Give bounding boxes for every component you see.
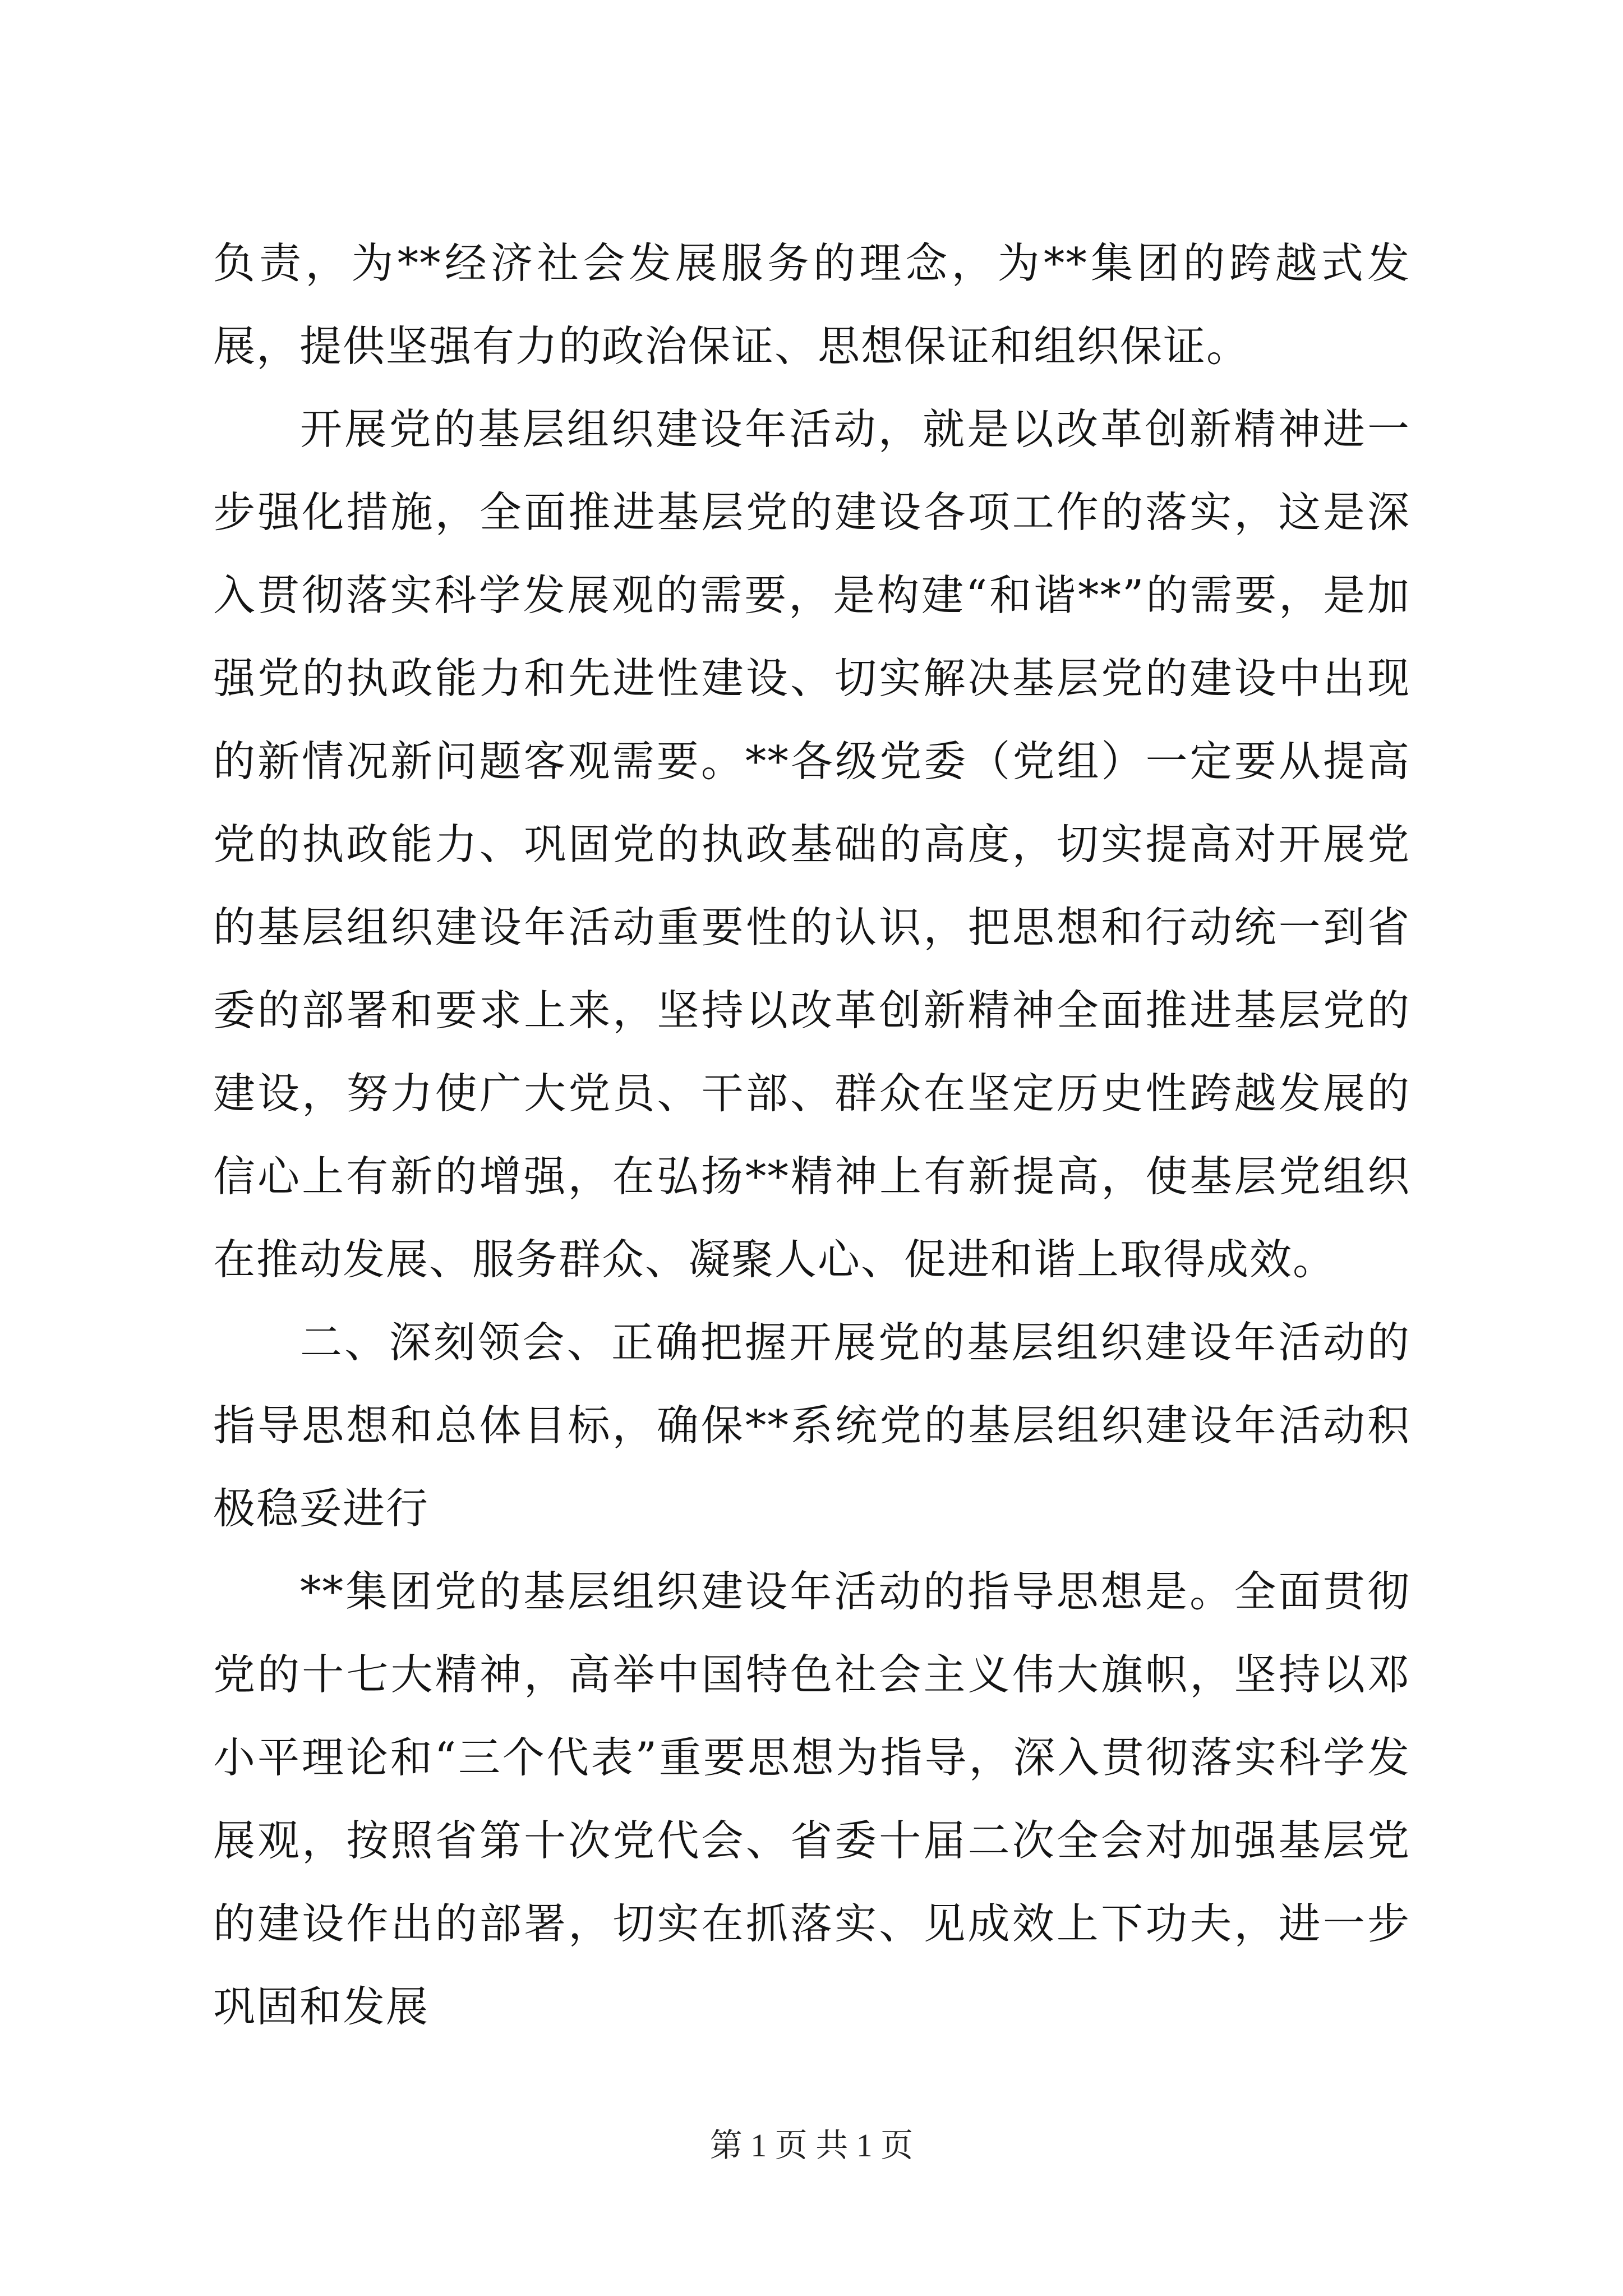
document-body (213, 222, 1410, 2048)
section-heading-2: 二、深刻领会、正确把握开展党的基层组织建设年活动的指导思想和总体目标，确保**系统党的基层组织建设年活动积极稳妥进行 (213, 1318, 1410, 1533)
paragraph-2: 开展党的基层组织建设年活动，就是以改革创新精神进一步强化措施，全面推进基层党的建设各项工作的落实，这是深入贯彻落实科学发展观的需要，是构建“和谐**”的需要，是加强党的执政能力和先进性建设、切实解决基层党的建设中出现的新情况新问题客观需要。**各级党委（党组）一定要从提高党的执政能力、巩固党的执政基础的高度，切实提高对开展党的基层组织建设年活动重要性的认识，把思想和行动统一到省委的部署和要求上来，坚持以改革创新精神全面推进基层党的建设，努力使广大党员、干部、群众在坚定历史性跨越发展的信心上有新的增强，在弘扬**精神上有新提高，使基层党组织在推动发展、服务群众、凝聚人心、促进和谐上取得成效。 (213, 404, 1410, 1284)
paragraph-1: 负责，为**经济社会发展服务的理念，为**集团的跨越式发展，提供坚强有力的政治保证、思想保证和组织保证。 (213, 238, 1410, 371)
page-footer: 第 1 页 共 1 页 (709, 2127, 914, 2164)
paragraph-3: **集团党的基层组织建设年活动的指导思想是。全面贯彻党的十七大精神，高举中国特色社会主义伟大旗帜，坚持以邓小平理论和“三个代表”重要思想为指导，深入贯彻落实科学发展观，按照省第十次党代会、省委十届二次全会对加强基层党的建设作出的部署，切实在抓落实、见成效上下功夫，进一步巩固和发展 (213, 1567, 1410, 2031)
